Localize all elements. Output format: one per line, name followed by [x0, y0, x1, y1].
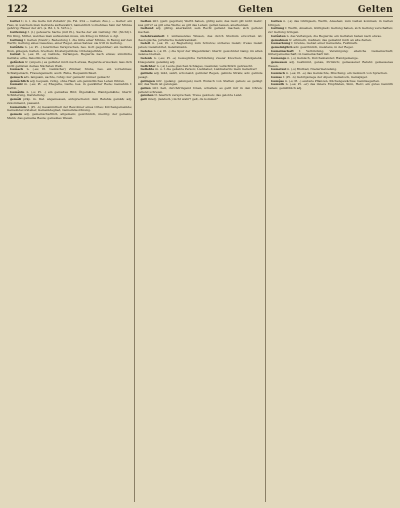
entry-definition: n. (-es; Pl. Gemächer) Zimmer, Stube, bes. ein vornehmes; Schlafgemach, Frauengemach; auch: Ruhe, Bequemlichkeit.: [7, 67, 132, 76]
entry-headword: Gelüst: [10, 52, 21, 57]
entry-headword: Gemahl: [10, 82, 23, 87]
entry-definition: n. (-es; Pl. -e) Gelüste, Verlangen, Begierde nach etwas; sündliche Gelüste; eitle, fleischliche Gelüste.: [7, 52, 132, 61]
entry-definition: intr. hell, durchdringend tönen, schallen; es gellt mir in den Ohren; gellend schreien.: [137, 85, 263, 94]
entry-definition: n. (-es; Pl. -e) das Gemischte, Mischung; ein Gemisch von Sprachen.: [285, 71, 388, 76]
entry-headword: gemach: [10, 74, 23, 79]
entry-headword: Gemetzel: [271, 67, 287, 72]
entry-headword: Geltung: [271, 26, 285, 31]
entry-headword: Geleit: [140, 41, 151, 46]
entry-definition: n. das Verlangen, die Begierde; ein Gelüsten haben nach etwas.: [285, 33, 382, 38]
column-rule: [134, 20, 135, 502]
column-2: [138, 20, 263, 502]
entry-definition: tr. erinnern, mahnen; das gemahnt mich an alte Zeiten.: [288, 37, 372, 42]
entry-headword: Gemse: [271, 74, 283, 79]
entry-headword: Gemarkung: [271, 41, 291, 46]
entry-definition: m. (-es; Pl. -e) Ehegatte, Gatte, bes. in gewählter Rede; Gemahlin f. Gattin.: [7, 82, 132, 90]
entry-definition: n. (-es; Pl. -e) Begleitung zum Schutze; sicheres Geleit; freies Geleit geben; Geleitsbrief, Geleitsmann.: [137, 41, 263, 50]
entry-headword: geloben: [140, 93, 154, 98]
entry-headword: Geltung: [10, 37, 24, 42]
entry-headword: Gelehrsamkeit: [140, 33, 165, 38]
entry-headword: gemessen: [271, 59, 288, 64]
entry-headword: Gelichter: [140, 63, 156, 68]
left-running-head: Geltei: [121, 5, 154, 15]
entry-definition: f. Gelten (Neutr.). Bedeutung 1. die Güte einer Münze, in Bezug auf den Werth; Geltung eines Gesetzes, einer Regel, eines Satzes: sie tritt in Geltung.: [7, 37, 132, 46]
entry-definition: n. (-s) das Gültigsein, Werth, Ansehen; zum Gelten kommen; in Gelten bringen.: [268, 20, 393, 27]
entry-headword: gelt: [140, 97, 147, 102]
entry-definition: intr. (gelang; gelungen) nach Wunsch von Statten gehen; es gelingt mir, das Werk ist gelungen.: [137, 78, 263, 87]
entry-definition: f. (l.) gefeuerte Sache (mit Pl.), Sache der ein Geltung: für. (Nicht)1. Ein Ding, Mittel, welches man aufwenden muss, um Krieg zu führen u. dgl.: [7, 30, 132, 38]
entry-definition: tr. (unpers.) es gelüstet mich nach etwas, Begierde erwecken; lass dich nicht gelüsten deines Nächsten Weib.: [7, 59, 132, 68]
entry-definition: f. Grenze, Gebiet einer Gemeinde, Feldmark.: [290, 41, 359, 46]
entry-headword: gellen: [140, 85, 151, 90]
entry-headword: gemäß: [10, 97, 22, 102]
entry-definition: adj. bequem, ruhig, ohne Hast; ein gemächliches Leben führen.: [29, 78, 125, 83]
entry-definition: tr. feierlich versprechen; Treue geloben; das gelobte Land.: [153, 93, 243, 98]
dictionary-entry: [268, 83, 393, 90]
entry-definition: n. (-es; Pl. -er) das innere Empfinden, Sinn, Herz; ein gutes Gemüth haben; gemüthlich adj.: [268, 82, 393, 90]
entry-definition: n. (-s; Pl. -) essbare Pflanzen, Küchengewächse; Gemüsegarten.: [284, 78, 380, 83]
entry-definition: adj. gültig, anerkannt; sein Recht geltend machen; sich geltend machen.: [137, 26, 263, 35]
entry-definition: m. u. f. die geliebte Person; Liebhaber, Liebhaberin; mein Geliebter!: [154, 67, 258, 72]
entry-headword: Gelten: [140, 20, 152, 23]
entry-headword: Geleise: [140, 48, 153, 53]
entry-definition: adv. gewöhnlich, meistens, in der Regel.: [292, 45, 354, 50]
entry-definition: f.; n. l. die Gelte mit Zubehör (m. Fsl. 254 — Gelten; Zus.). — Gelter: ein Fass, in welchem man Getreide aufbewahrt, namentlich vornehmes Salz der Münze gehörig; Fässer der Art, (s. Bd. I, S. 523 u.).: [7, 20, 132, 31]
entry-headword: gemahnen: [271, 37, 289, 42]
entry-headword: Gemüse: [271, 78, 285, 83]
entry-headword: Gemeinde: [10, 104, 27, 109]
entry-definition: interj. (landsch.) nicht wahr? gelt, du kommst?: [146, 97, 218, 102]
entry-definition: f. (Pl. -n) Gesammtheit der Bewohner eines Ortes; Kirchengemeinde; Gemeindevorsteher, Gemeindeglied, Gemeindeordnung.: [7, 104, 132, 113]
entry-headword: Geltend: [140, 26, 154, 31]
entry-definition: n. (-s) Leute gleichen Schlages, Gesindel; verächtlich gebraucht.: [155, 63, 254, 68]
entry-headword: gelüsten: [10, 59, 25, 64]
entry-headword: Gemeinschaft: [271, 48, 294, 53]
entry-definition: n. (-s) Blutbad, Niedermetzelung.: [286, 67, 338, 72]
entry-definition: n. (-es; Pl. -e) bewegliche Verbindung zweier Knochen; Handgelenk, Kniegelenk; gelenkig adj.: [137, 56, 263, 64]
entry-headword: gelinde: [140, 71, 153, 76]
entry-headword: Gemenge: [271, 56, 287, 61]
entry-definition: adj. mild, sanft, schonend; gelinder Regen, gelinde Strafe; adv. gelinde gesagt.: [137, 71, 263, 79]
page-number: 122: [7, 4, 28, 15]
right-running-head: Gelten: [357, 5, 393, 15]
entry-headword: Gemach: [10, 67, 24, 72]
entry-headword: gemein: [10, 111, 23, 116]
entry-definition: präp. m. Dat. angemessen, entsprechend; dem Befehle gemäß; adj. zukommend, passend.: [7, 97, 132, 105]
entry-headword: Gelenk: [140, 56, 153, 61]
dictionary-entry: [7, 113, 132, 120]
entry-headword: gemeiniglich: [271, 45, 293, 50]
entry-headword: Gelübde: [10, 45, 24, 50]
entry-headword: Gemüth: [271, 82, 285, 87]
entry-definition: f. umfassendes Wissen, das durch Studium erworben ist; theologische, juristische Gelehrsamkeit.: [137, 33, 263, 42]
entry-headword: Geliebte: [140, 67, 155, 72]
column-rule: [265, 20, 266, 502]
dictionary-entry: [138, 98, 263, 102]
text-columns: [7, 20, 393, 502]
entry-definition: intr. (galt; gegolten) Werth haben, gültig sein; das Geld gilt nicht mehr; was gilt's? es gilt eine Wette; es gilt das Leben; gelten lassen, anerkennen.: [137, 20, 263, 27]
entry-definition: f. Werth, Ansehen, Gültigkeit; Geltung haben, sich Geltung verschaffen; zur Geltung bringen.: [268, 26, 393, 35]
entry-headword: Gelüsten: [271, 33, 286, 38]
entry-headword: Gelten: [271, 20, 282, 23]
entry-definition: n. (-s; Pl. -) ein gemaltes Bild; Ölgemälde, Wandgemälde; übertr. Schilderung, Darstellung.: [7, 89, 132, 98]
entry-headword: Gemälde: [10, 89, 25, 94]
entry-headword: Gemisch: [271, 71, 286, 76]
entry-definition: f. (Pl. -n) Gebirgsziege der Alpen; Gemsbock, Gemsjäger.: [282, 74, 368, 79]
entry-headword: gemächlich: [10, 78, 30, 83]
entry-definition: adj. gemeinschaftlich, allgemein; gewöhnlich, niedrig; der gemeine Mann; das gemeine Beste; gemeines Wesen.: [7, 111, 132, 120]
entry-definition: f. Verbindung, Vereinigung; eheliche Gemeinschaft; Gütergemeinschaft; in Gemeinschaft mit.: [268, 48, 393, 57]
column-3: [268, 20, 393, 502]
entry-definition: adj. bestimmt, genau, förmlich; gemessener Befehl; gemessenes Wesen.: [268, 59, 393, 68]
entry-headword: Gelferung: [10, 30, 27, 35]
entry-definition: adv. langsam, sachte, ruhig; nur gemach! immer gemach!: [22, 74, 110, 79]
entry-headword: gelingen: [140, 78, 155, 83]
entry-definition: n. (-s; Pl. -) feierliches Versprechen, bes. Gott gegenüber; ein Gelübde thun, ablegen, halten, brechen; Klostergelübde; Ordensgelübde.: [7, 45, 132, 53]
column-1: [7, 20, 132, 502]
center-running-head: Gelten: [238, 5, 274, 15]
page-header: [7, 4, 393, 17]
entry-definition: n. (-s) Gemisch, Durcheinander; Handgemenge.: [286, 56, 359, 61]
entry-definition: n. (-s; Pl. -) die Spur der Wagenräder; übertr. gewohnter Gang; im alten Geleise bleiben.: [137, 48, 263, 57]
entry-headword: Geltei: [10, 20, 20, 23]
